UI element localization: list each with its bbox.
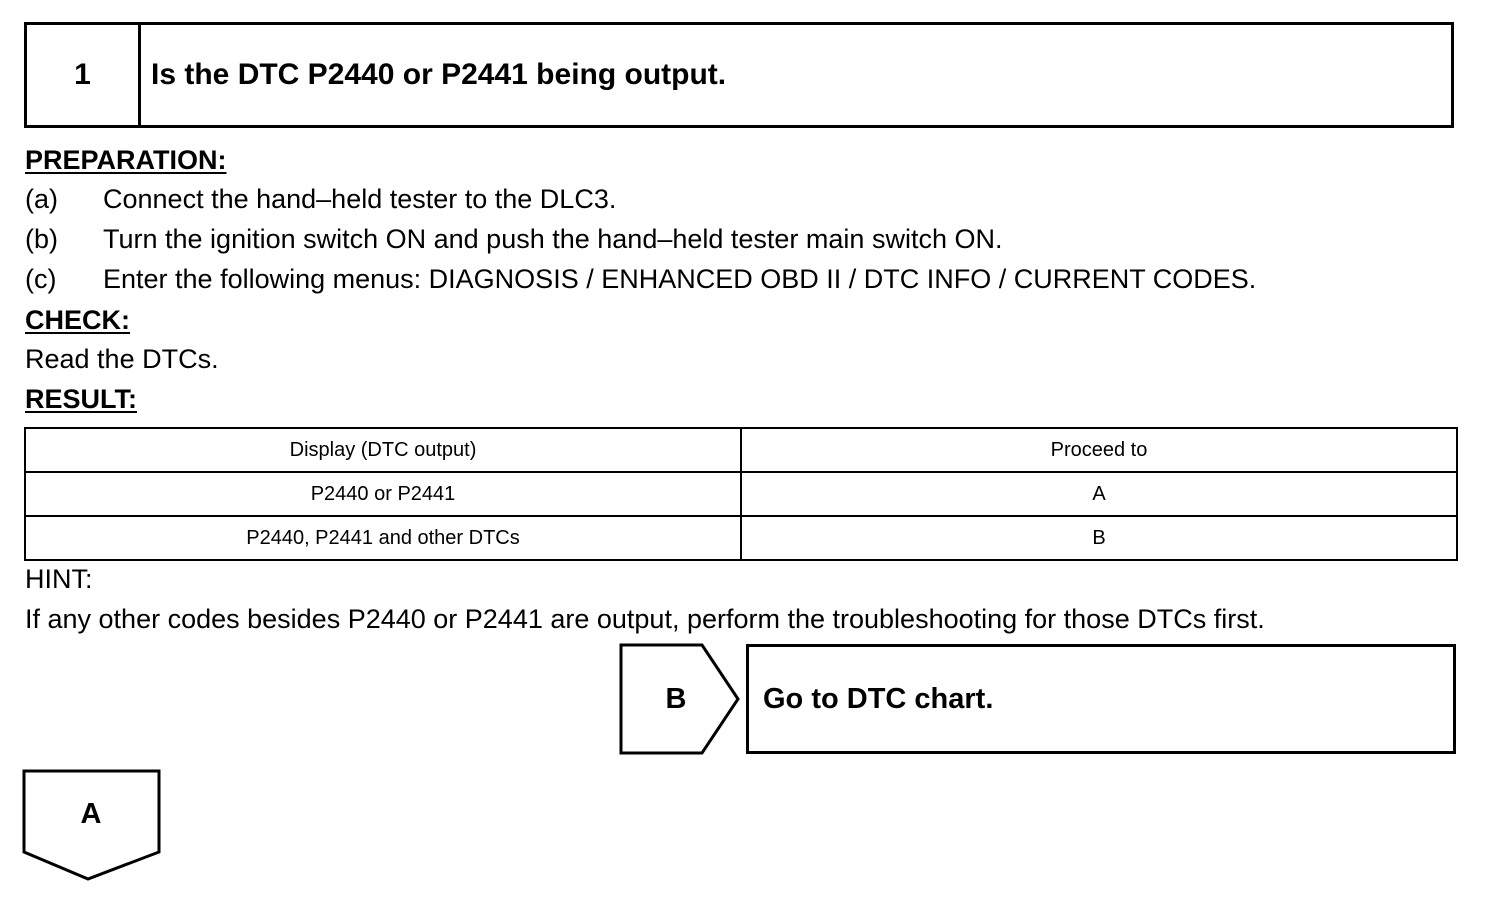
item-text: Connect the hand–held tester to the DLC3. xyxy=(103,184,617,214)
check-heading: CHECK: xyxy=(25,305,130,335)
item-text: Turn the ignition switch ON and push the hand–held tester main switch ON. xyxy=(103,224,1003,254)
table-row xyxy=(25,472,1457,516)
table-cell: B xyxy=(741,516,1457,560)
flow-b-action-box xyxy=(746,644,1456,754)
flow-b-label: B xyxy=(665,682,687,715)
step-header xyxy=(24,22,1454,128)
step-number: 1 xyxy=(27,25,141,125)
flow-a-label: A xyxy=(80,797,102,830)
table-header-cell: Proceed to xyxy=(741,428,1457,472)
check-text: Read the DTCs. xyxy=(25,344,219,374)
preparation-item-c xyxy=(25,264,1256,295)
table-row xyxy=(25,516,1457,560)
item-marker: (c) xyxy=(25,264,57,294)
table-header-row xyxy=(25,428,1457,472)
hint-text: If any other codes besides P2440 or P2441 are output, perform the troubleshooting for those DTCs first. xyxy=(25,604,1265,634)
flow-b-action-text: Go to DTC chart. xyxy=(763,682,994,715)
table-cell: P2440, P2441 and other DTCs xyxy=(25,516,741,560)
table-cell: P2440 or P2441 xyxy=(25,472,741,516)
table-header-cell: Display (DTC output) xyxy=(25,428,741,472)
item-marker: (b) xyxy=(25,224,58,254)
hint-label: HINT: xyxy=(25,564,93,594)
table-cell: A xyxy=(741,472,1457,516)
item-marker: (a) xyxy=(25,184,58,214)
preparation-item-b xyxy=(25,224,1002,255)
preparation-item-a xyxy=(25,184,616,215)
step-title: Is the DTC P2440 or P2441 being output. xyxy=(151,58,727,91)
preparation-heading: PREPARATION: xyxy=(25,145,227,175)
result-table xyxy=(24,427,1458,561)
result-heading: RESULT: xyxy=(25,384,137,414)
item-text: Enter the following menus: DIAGNOSIS / ENHANCED OBD II / DTC INFO / CURRENT CODES. xyxy=(103,264,1257,294)
